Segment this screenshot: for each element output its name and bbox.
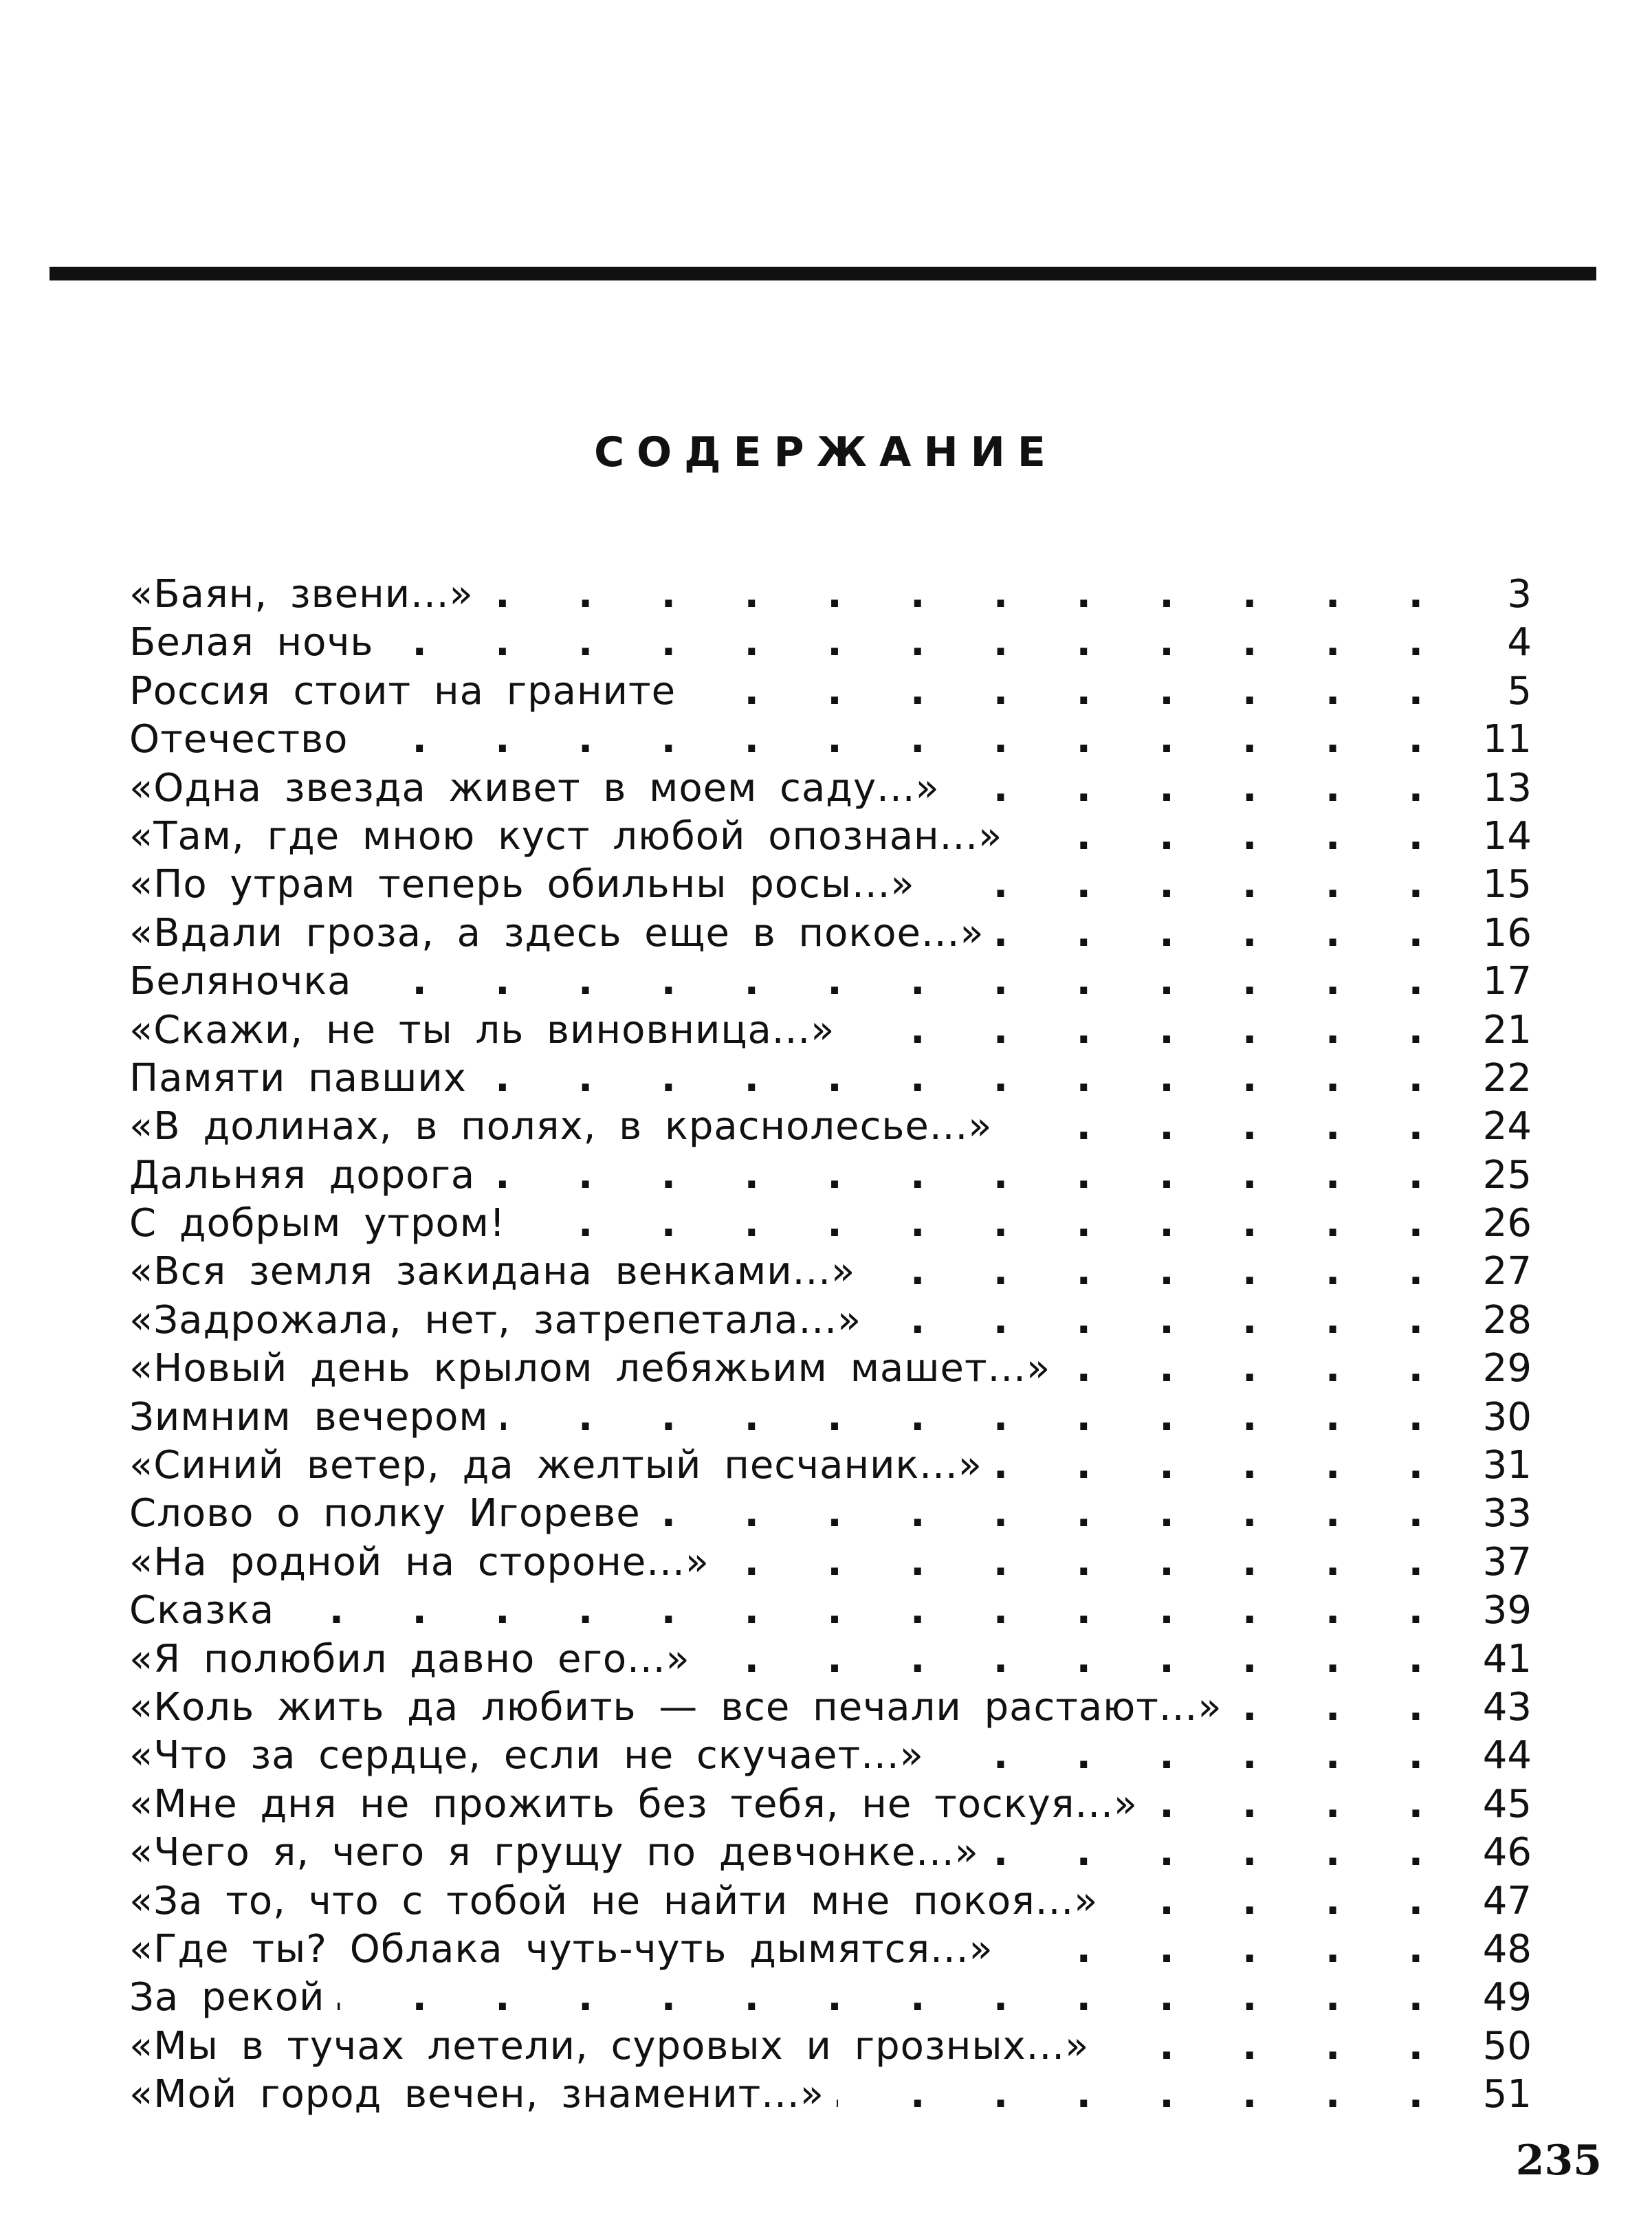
dot-leader: [952, 764, 1451, 813]
dot-leader: [847, 1006, 1451, 1055]
toc-entry-page: 17: [1482, 959, 1532, 1004]
dot-leader: [364, 958, 1451, 1006]
toc-entry-page: 5: [1507, 668, 1532, 714]
toc-entry: [129, 1926, 1532, 1974]
toc-entry-page: 44: [1482, 1733, 1532, 1778]
dot-leader: [386, 619, 1451, 667]
toc-entry-page: 13: [1482, 765, 1532, 810]
toc-entry: [129, 1732, 1532, 1780]
dot-leader: [874, 1297, 1451, 1345]
toc-entry-page: 49: [1482, 1975, 1532, 2020]
dot-leader: [1063, 1345, 1451, 1393]
toc-entry-title: «Вдали гроза, а здесь еще в покое...»: [129, 910, 984, 956]
toc-entry: [129, 2022, 1532, 2071]
toc-entry-title: За рекой: [129, 1975, 325, 2020]
dot-leader: [1015, 813, 1451, 861]
toc-entry: [129, 1151, 1532, 1200]
toc-entry-page: 11: [1482, 717, 1532, 762]
toc-entry-page: 51: [1482, 2072, 1532, 2117]
toc-entry-page: 22: [1482, 1055, 1532, 1101]
toc-entry-title: «Вся земля закидана венками...»: [129, 1249, 856, 1294]
toc-entry: [129, 1393, 1532, 1442]
dot-leader: [501, 1393, 1451, 1442]
toc-entry-page: 46: [1482, 1830, 1532, 1875]
toc-entry: [129, 1103, 1532, 1151]
toc-entry-title: «Коль жить да любить — все печали растают...»: [129, 1684, 1222, 1730]
toc-entry-page: 43: [1482, 1684, 1532, 1730]
toc-entry-title: «По утрам теперь обильны росы...»: [129, 862, 915, 907]
toc-entry: [129, 764, 1532, 813]
toc-entry: [129, 1345, 1532, 1393]
toc-entry: [129, 1780, 1532, 1829]
toc-entry-page: 39: [1482, 1588, 1532, 1633]
dot-leader: [486, 571, 1451, 619]
toc-entry: [129, 1490, 1532, 1538]
toc-entry-page: 4: [1507, 620, 1532, 665]
toc-entry-title: «Задрожала, нет, затрепетала...»: [129, 1297, 862, 1343]
toc-entry-title: Дальняя дорога: [129, 1152, 476, 1198]
toc-entry-page: 24: [1482, 1104, 1532, 1149]
toc-entry-title: «Там, где мною куст любой опознан...»: [129, 813, 1003, 859]
toc-entry: [129, 1006, 1532, 1055]
dot-leader: [487, 1151, 1451, 1200]
toc-entry-page: 45: [1482, 1781, 1532, 1827]
toc-entry-title: «Чего я, чего я грущу по девчонке...»: [129, 1830, 979, 1875]
toc-entry: [129, 1877, 1532, 1926]
dot-leader: [868, 1248, 1451, 1296]
dot-leader: [1005, 1103, 1451, 1151]
dot-leader: [287, 1587, 1451, 1635]
dot-leader: [338, 1974, 1451, 2022]
dot-leader: [997, 909, 1451, 958]
toc-entry: [129, 958, 1532, 1006]
toc-entry-page: 50: [1482, 2023, 1532, 2069]
dot-leader: [479, 1055, 1451, 1103]
toc-entry-page: 37: [1482, 1539, 1532, 1585]
toc-entry: [129, 813, 1532, 861]
toc-entry-title: «Мы в тучах летели, суровых и грозных...»: [129, 2023, 1090, 2069]
top-rule: [49, 267, 1596, 280]
toc-entry-title: «Скажи, не ты ль виновница...»: [129, 1007, 835, 1052]
toc-entry-page: 25: [1482, 1152, 1532, 1198]
toc-entry-title: Сказка: [129, 1588, 275, 1633]
toc-entry-title: Беляночка: [129, 959, 352, 1004]
toc-entry-title: С добрым утром!: [129, 1201, 506, 1246]
toc-entry: [129, 1248, 1532, 1296]
toc-entry-title: «Я полюбил давно его...»: [129, 1636, 690, 1681]
dot-leader: [703, 1635, 1451, 1684]
toc-entry-page: 33: [1482, 1491, 1532, 1536]
dot-leader: [1101, 2022, 1451, 2071]
toc-entry: [129, 1587, 1532, 1635]
toc-entry-title: «Баян, звени...»: [129, 572, 474, 617]
dot-leader: [995, 1442, 1451, 1490]
toc-entry: [129, 1200, 1532, 1248]
toc-entry: [129, 1055, 1532, 1103]
toc-entry: [129, 1829, 1532, 1877]
toc-entry: [129, 716, 1532, 764]
dot-leader: [722, 1538, 1451, 1587]
toc-entry: [129, 861, 1532, 909]
toc-entry-page: 16: [1482, 910, 1532, 956]
dot-leader: [936, 1732, 1451, 1780]
toc-entry-title: «Где ты? Облака чуть-чуть дымятся...»: [129, 1926, 993, 1972]
toc-entry-page: 41: [1482, 1636, 1532, 1681]
toc-entry-title: «Новый день крылом лебяжьим машет...»: [129, 1346, 1051, 1391]
toc-entry-title: «Мне дня не прожить без тебя, не тоскуя...»: [129, 1781, 1138, 1827]
toc-entry: [129, 909, 1532, 958]
toc-entry-title: Памяти павших: [129, 1055, 467, 1101]
toc-entry: [129, 1442, 1532, 1490]
page-title: СОДЕРЖАНИЕ: [594, 428, 1058, 476]
toc-entry-title: «Мой город вечен, знаменит...»: [129, 2072, 824, 2117]
toc-entry-title: «Синий ветер, да желтый песчаник...»: [129, 1443, 982, 1488]
toc-entry: [129, 619, 1532, 667]
toc-entry-page: 29: [1482, 1346, 1532, 1391]
toc-entry-title: «В долинах, в полях, в краснолесье...»: [129, 1104, 993, 1149]
table-of-contents: [129, 571, 1532, 2119]
dot-leader: [991, 1829, 1451, 1877]
toc-entry: [129, 571, 1532, 619]
dot-leader: [837, 2071, 1451, 2119]
toc-entry-title: Россия стоит на граните: [129, 668, 676, 714]
dot-leader: [1150, 1780, 1451, 1829]
toc-entry-title: Слово о полку Игореве: [129, 1491, 641, 1536]
toc-entry: [129, 1297, 1532, 1345]
toc-entry-title: «За то, что с тобой не найти мне покоя...»: [129, 1878, 1099, 1923]
toc-entry-title: Зимним вечером: [129, 1394, 489, 1440]
page-number: 235: [1515, 2137, 1602, 2185]
toc-entry: [129, 668, 1532, 716]
toc-entry-page: 21: [1482, 1007, 1532, 1052]
toc-entry-page: 48: [1482, 1926, 1532, 1972]
dot-leader: [1235, 1684, 1451, 1732]
toc-entry-title: Белая ночь: [129, 620, 374, 665]
toc-entry-page: 3: [1507, 572, 1532, 617]
toc-entry-page: 14: [1482, 813, 1532, 859]
dot-leader: [518, 1200, 1451, 1248]
toc-entry-page: 47: [1482, 1878, 1532, 1923]
toc-entry-page: 31: [1482, 1443, 1532, 1488]
toc-entry-title: «На родной на стороне...»: [129, 1539, 710, 1585]
toc-entry-title: «Одна звезда живет в моем саду...»: [129, 765, 940, 810]
dot-leader: [688, 668, 1451, 716]
toc-entry: [129, 1635, 1532, 1684]
dot-leader: [653, 1490, 1451, 1538]
dot-leader: [1006, 1926, 1451, 1974]
toc-entry: [129, 1684, 1532, 1732]
toc-entry-title: «Что за сердце, если не скучает...»: [129, 1733, 924, 1778]
toc-entry: [129, 1538, 1532, 1587]
toc-entry-page: 26: [1482, 1201, 1532, 1246]
toc-entry-page: 27: [1482, 1249, 1532, 1294]
dot-leader: [360, 716, 1451, 764]
toc-entry: [129, 1974, 1532, 2022]
toc-entry-page: 28: [1482, 1297, 1532, 1343]
dot-leader: [927, 861, 1451, 909]
toc-entry: [129, 2071, 1532, 2119]
toc-entry-page: 15: [1482, 862, 1532, 907]
toc-entry-page: 30: [1482, 1394, 1532, 1440]
dot-leader: [1110, 1877, 1451, 1926]
toc-entry-title: Отечество: [129, 717, 349, 762]
